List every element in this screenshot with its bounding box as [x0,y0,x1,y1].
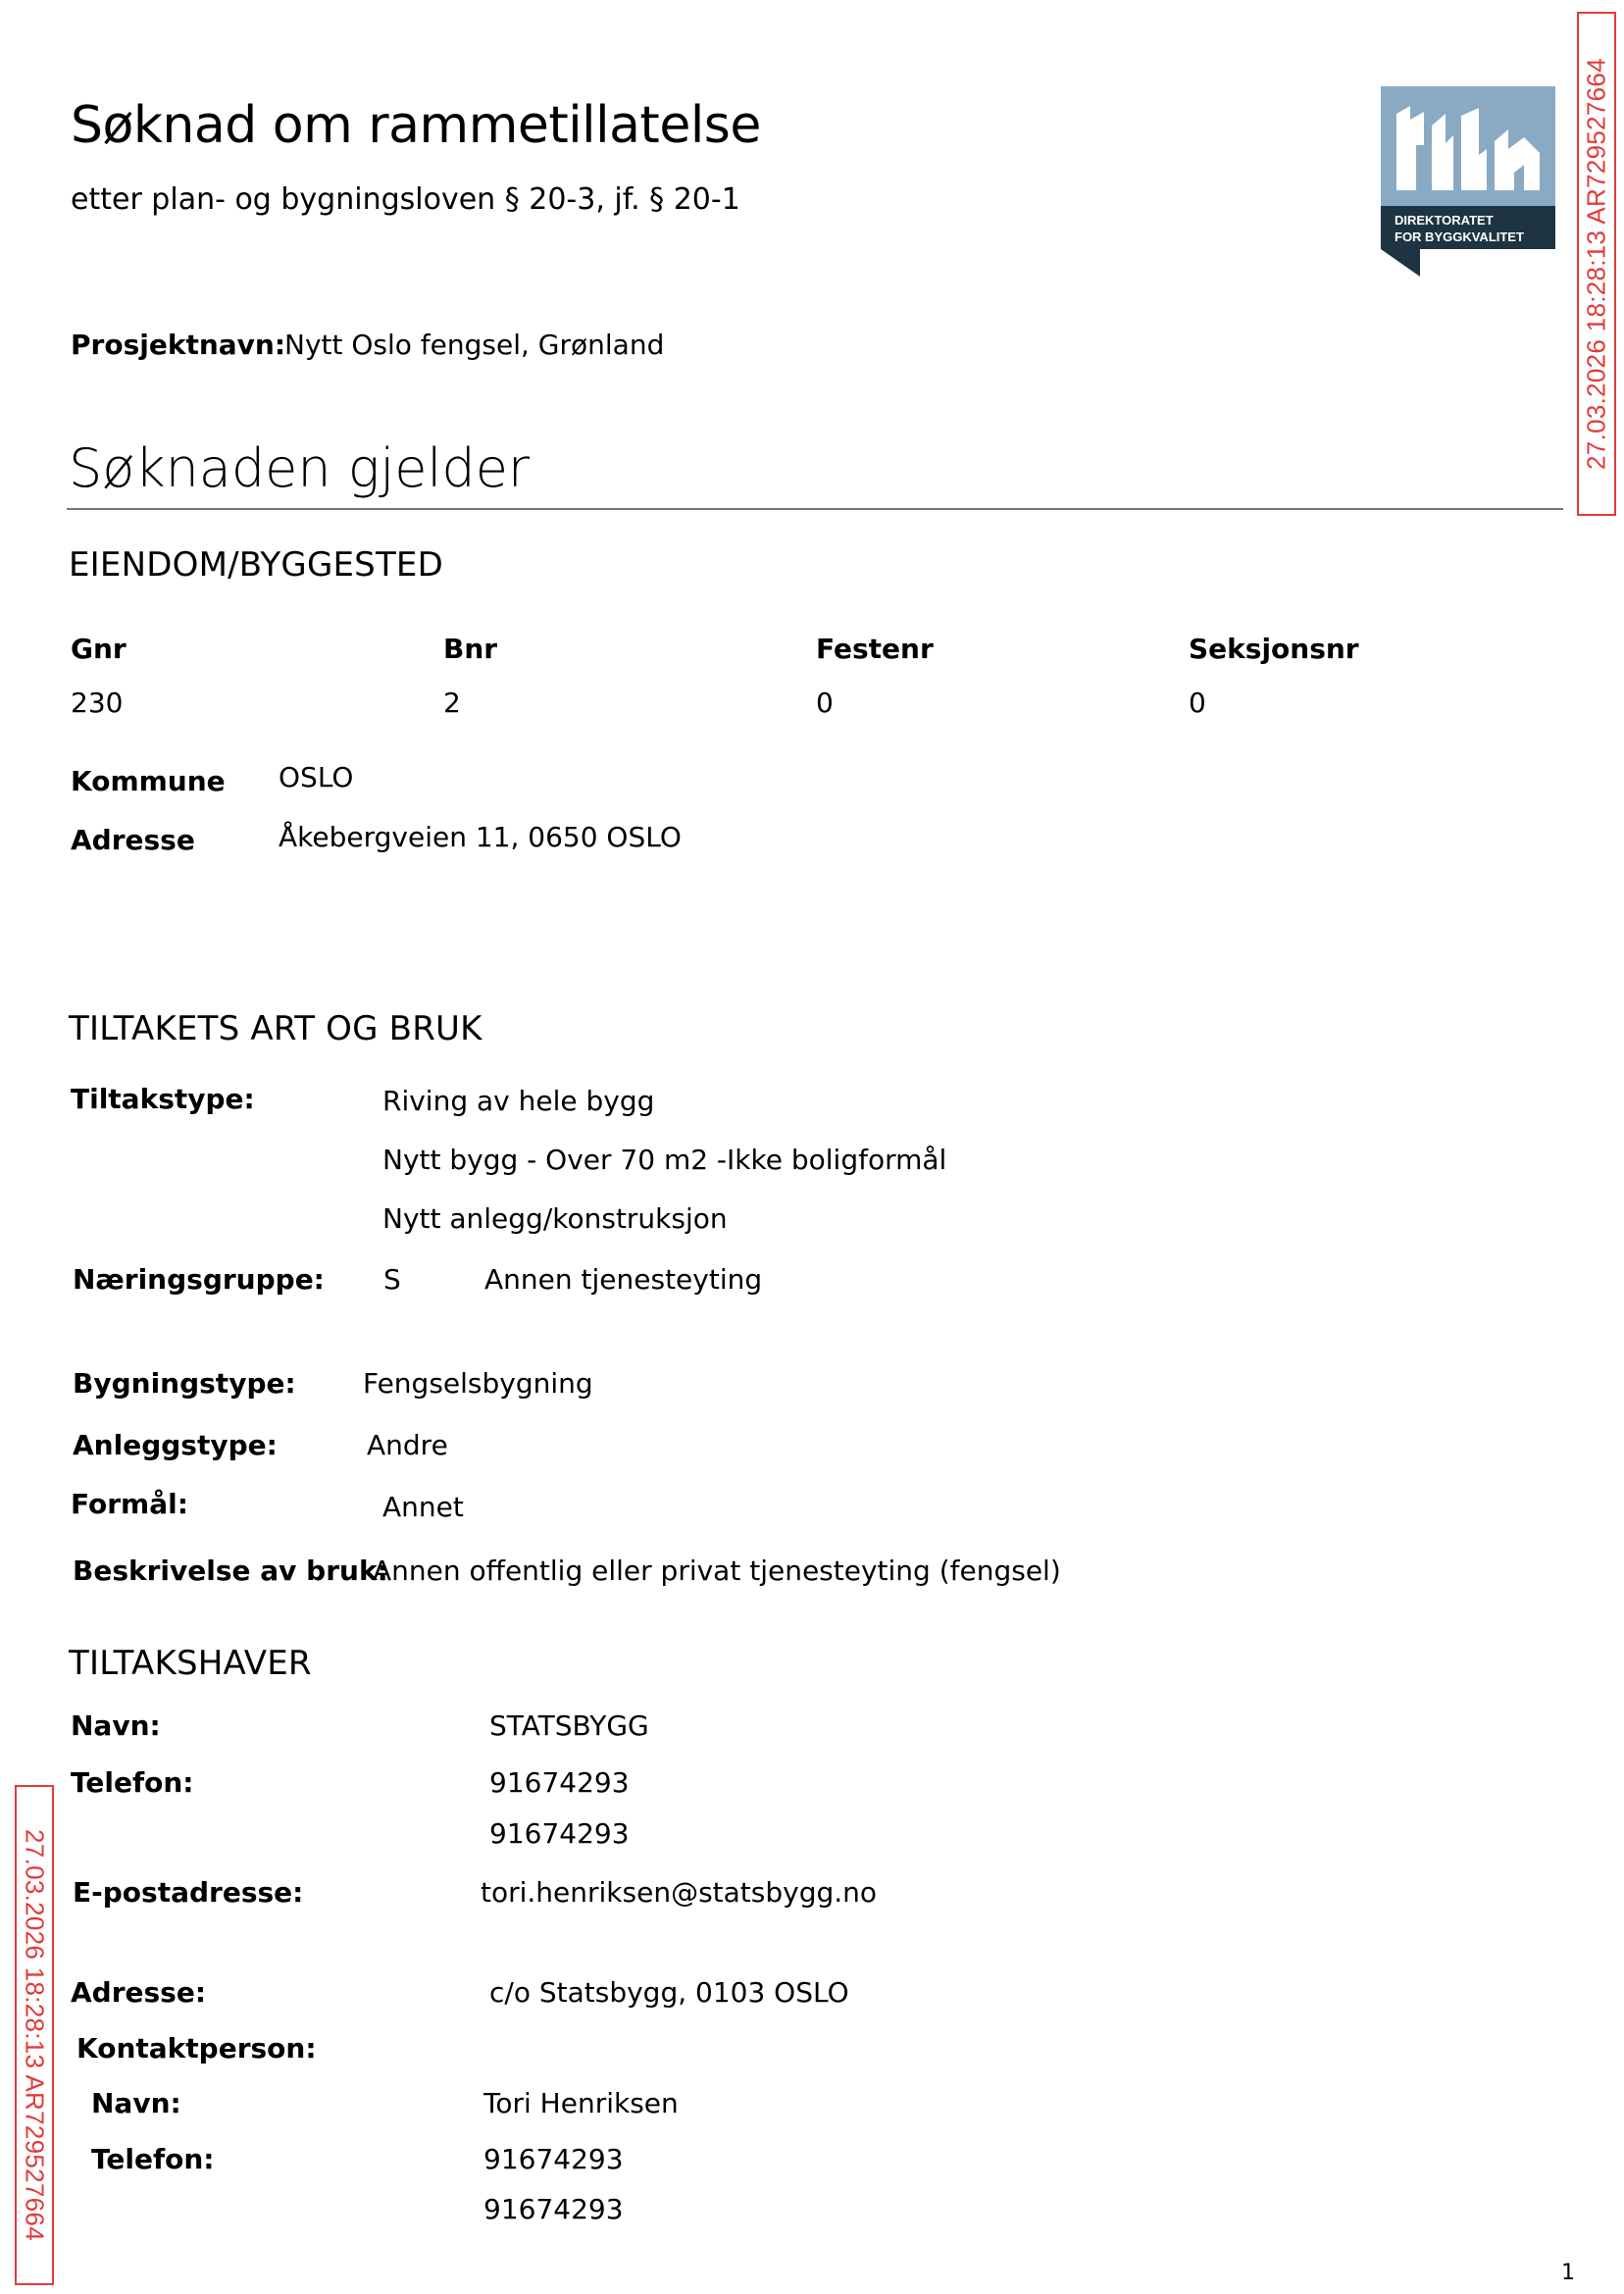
kommune-value: OSLO [279,761,354,793]
timestamp-stamp-text: 27.03.2026 18:28:13 AR729527664 [1581,58,1611,470]
page-number: 1 [1561,2261,1575,2285]
property-adresse-value: Åkebergveien 11, 0650 OSLO [279,821,682,853]
naeringsgruppe-value: Annen tjenesteyting [484,1263,763,1296]
festenr-value: 0 [816,687,834,719]
tiltakshaver-heading: TILTAKSHAVER [69,1644,312,1683]
anleggstype-label: Anleggstype: [73,1429,278,1461]
timestamp-stamp-top [1577,12,1616,516]
anleggstype-value: Andre [367,1429,448,1461]
gnr-label: Gnr [71,633,127,665]
bygningstype-value: Fengselsbygning [363,1367,593,1400]
property-adresse-label: Adresse [71,824,195,856]
beskrivelse-label: Beskrivelse av bruk: [73,1555,388,1587]
tiltakshaver-telefon-value: 91674293 [489,1817,630,1850]
kontakt-telefon-value: 91674293 [483,2193,624,2225]
formal-label: Formål: [71,1488,188,1520]
festenr-label: Festenr [816,633,934,665]
kontakt-telefon-value: 91674293 [483,2143,624,2175]
kontakt-telefon-label: Telefon: [91,2143,215,2175]
tiltakshaver-telefon-value: 91674293 [489,1766,630,1799]
kontakt-navn-label: Navn: [91,2087,181,2119]
gnr-value: 230 [71,687,124,719]
seksjonsnr-value: 0 [1189,687,1206,719]
formal-value: Annet [382,1491,464,1523]
tiltakstype-value: Nytt anlegg/konstruksjon [382,1202,728,1235]
project-name-label: Prosjektnavn: [71,329,286,361]
section-title: Søknaden gjelder [69,437,531,499]
kommune-label: Kommune [71,765,226,797]
tiltakstype-value: Nytt bygg - Over 70 m2 -Ikke boligformål [382,1144,947,1176]
naeringsgruppe-code: S [383,1263,401,1296]
epost-value: tori.henriksen@statsbygg.no [481,1876,878,1909]
property-heading: EIENDOM/BYGGESTED [69,545,443,585]
document-title: Søknad om rammetillatelse [71,96,761,155]
section-divider [67,508,1563,510]
tiltak-heading: TILTAKETS ART OG BRUK [69,1009,482,1048]
beskrivelse-value: Annen offentlig eller privat tjenesteyting (fengsel) [373,1555,1061,1587]
tiltakshaver-navn-label: Navn: [71,1709,161,1742]
logo-text-line2: FOR BYGGKVALITET [1395,229,1524,244]
naeringsgruppe-label: Næringsgruppe: [73,1263,325,1296]
logo-text-line1: DIREKTORATET [1395,213,1494,228]
timestamp-stamp-text: 27.03.2026 18:28:13 AR729527664 [20,1829,50,2241]
bnr-value: 2 [443,687,461,719]
tiltakstype-label: Tiltakstype: [71,1083,255,1115]
timestamp-stamp-bottom [15,1785,54,2285]
seksjonsnr-label: Seksjonsnr [1189,633,1359,665]
kontakt-navn-value: Tori Henriksen [483,2087,679,2119]
tiltakshaver-adresse-label: Adresse: [71,1976,207,2009]
tiltakshaver-adresse-value: c/o Statsbygg, 0103 OSLO [489,1976,849,2009]
kontaktperson-label: Kontaktperson: [76,2032,317,2065]
project-name-value: Nytt Oslo fengsel, Grønland [284,329,665,361]
dibk-logo [1381,86,1555,277]
bygningstype-label: Bygningstype: [73,1367,296,1400]
bnr-label: Bnr [443,633,498,665]
tiltakshaver-navn-value: STATSBYGG [489,1709,649,1742]
tiltakshaver-telefon-label: Telefon: [71,1766,194,1799]
document-subtitle: etter plan- og bygningsloven § 20-3, jf. § 20-1 [71,182,740,217]
tiltakstype-value: Riving av hele bygg [382,1085,655,1117]
epost-label: E-postadresse: [73,1876,304,1909]
